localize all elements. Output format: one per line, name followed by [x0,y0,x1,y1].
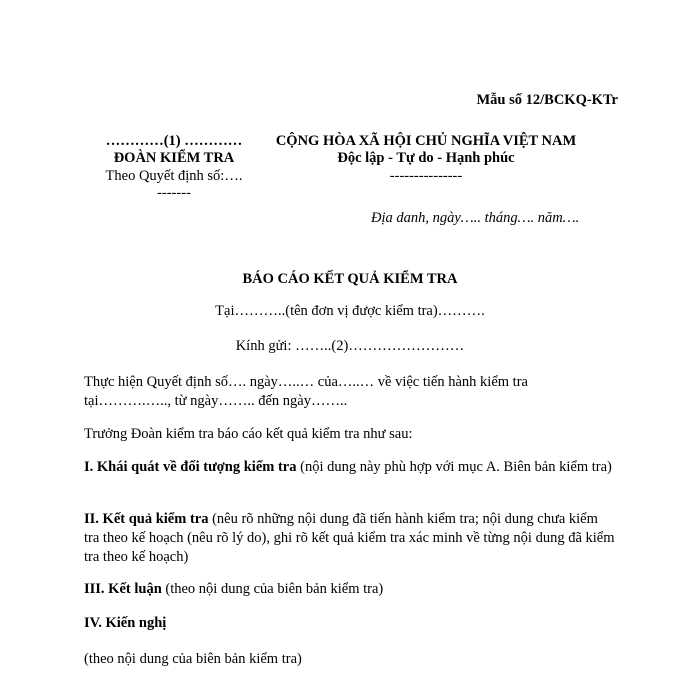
form-number: Mẫu số 12/BCKQ-KTr [476,92,618,108]
section-1 [84,458,616,477]
report-intro-paragraph: Trưởng Đoàn kiểm tra báo cáo kết quả kiểm tra như sau: [84,426,413,442]
agency-divider: ------- [157,185,191,202]
report-title: BÁO CÁO KẾT QUẢ KIỂM TRA [242,271,458,287]
national-header [268,133,584,185]
national-divider: --------------- [389,167,463,184]
decision-number: Theo Quyết định số:…. [105,167,243,184]
place-date: Địa danh, ngày….. tháng…. năm…. [371,210,580,226]
section-2-heading: II. Kết quả kiểm tra [84,511,209,527]
section-2-text: (nêu rõ những nội dung đã tiến hành kiểm tra; nội dung chưa kiểm tra theo kế hoạch (nêu rõ lý do), ghi rõ kết quả kiểm tra xác minh về từng nội dung đã kiểm tra theo kế hoạch) [84,511,615,565]
recipient-line: Kính gửi: ……..(2)…………………… [235,338,465,354]
agency-name-placeholder: …………(1) ………… [105,133,243,149]
intro-paragraph: Thực hiện Quyết định số…. ngày…..… của…..… về việc tiến hành kiểm tra tại……….….., từ ngày…….. đến ngày…….. [84,374,528,409]
section-1-heading: I. Khái quát về đối tượng kiểm tra [84,459,297,475]
inspection-team-title: ĐOÀN KIỂM TRA [113,150,235,167]
section-4-text: (theo nội dung của biên bản kiểm tra) [84,651,302,667]
section-2 [84,510,616,567]
section-4 [84,614,616,633]
section-1-text: (nội dung này phù hợp với mục A. Biên bản kiểm tra) [296,459,612,475]
section-3-heading: III. Kết luận [84,581,162,597]
nation-name: CỘNG HÒA XÃ HỘI CHỦ NGHĨA VIỆT NAM [275,133,577,149]
section-4-heading: IV. Kiến nghị [84,615,167,631]
inspected-unit-line: Tại………..(tên đơn vị được kiểm tra)………. [215,303,485,319]
national-motto: Độc lập - Tự do - Hạnh phúc [337,150,515,167]
section-3-text: (theo nội dung của biên bản kiểm tra) [161,581,384,597]
section-3 [84,580,616,599]
agency-header [96,133,252,203]
